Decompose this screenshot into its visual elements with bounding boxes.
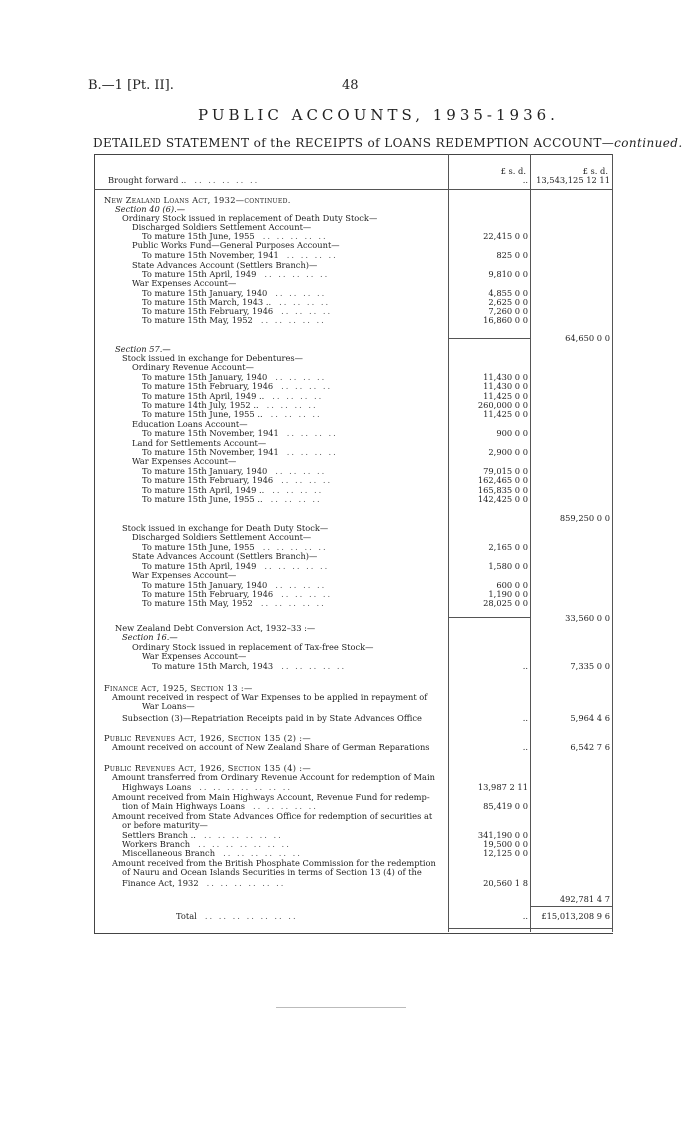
row-label: Education Loans Account—: [132, 419, 248, 429]
row-label: Amount received in respect of War Expenses to be applied in repayment of: [112, 692, 428, 702]
row-description: [122, 849, 302, 858]
amount-detail: 2,900 0 0: [488, 447, 528, 457]
row-label: Subsection (3)—Repatriation Receipts paid in by State Advances Office: [122, 713, 422, 723]
amount-detail: 12,125 0 0: [483, 848, 528, 858]
row-label: War Loans—: [142, 701, 195, 711]
leader-dots: .. .. .. .. ..: [264, 269, 330, 279]
row-label: To mature 15th January, 1940: [142, 580, 268, 590]
amount-total: 33,560 0 0: [565, 613, 610, 623]
row-description: [108, 176, 259, 185]
row-label: To mature 15th June, 1955 ..: [142, 409, 263, 419]
amount-detail: 22,415 0 0: [483, 231, 528, 241]
row-label: Miscellaneous Branch: [122, 848, 216, 858]
row-description: [132, 279, 236, 288]
leader-dots: .. .. .. .. .. .. ..: [204, 911, 298, 921]
row-label: Section 16.—: [122, 632, 178, 642]
column-heading-amount-1: £ s. d.: [500, 166, 526, 176]
amount-detail: 1,190 0 0: [488, 589, 528, 599]
row-label: To mature 15th November, 1941: [142, 447, 279, 457]
leader-dots: .. .. .. ..: [281, 475, 333, 485]
row-description: [142, 429, 338, 438]
row-label: tion of Main Highways Loans: [122, 801, 245, 811]
leader-dots: .. .. .. ..: [281, 381, 333, 391]
leader-dots: .. .. .. ..: [281, 589, 333, 599]
row-description: [122, 633, 178, 642]
row-label: State Advances Account (Settlers Branch)—: [132, 260, 318, 270]
page-title: PUBLIC ACCOUNTS, 1935-1936.: [198, 106, 559, 124]
leader-dots: .. .. .. .. .. .. ..: [199, 782, 292, 792]
row-description: [122, 821, 208, 830]
row-label: To mature 15th April, 1949: [142, 561, 257, 571]
amount-detail: 11,430 0 0: [483, 381, 528, 391]
amount-detail: 1,580 0 0: [488, 561, 528, 571]
subtitle-suffix: —continued.: [601, 136, 683, 150]
row-label: New Zealand Debt Conversion Act, 1932–33 :—: [115, 623, 316, 633]
leader-dots: .. .. .. ..: [272, 391, 324, 401]
leader-dots: .. .. .. .. ..: [262, 542, 328, 552]
amount-detail: 825 0 0: [496, 250, 528, 260]
row-label: Amount received on account of New Zealand Share of German Reparations: [112, 742, 430, 752]
amount-detail: 16,860 0 0: [483, 315, 528, 325]
subtitle-text: DETAILED STATEMENT of the RECEIPTS of LOANS REDEMPTION ACCOUNT: [93, 136, 602, 150]
leader-dots: .. .. .. .. ..: [264, 561, 330, 571]
row-description: [132, 571, 236, 580]
amount-detail: 162,465 0 0: [477, 475, 528, 485]
amount-detail: 11,425 0 0: [483, 391, 528, 401]
row-label: New Zealand Loans Act, 1932—continued.: [104, 195, 291, 205]
row-label: Amount received from State Advances Office for redemption of securities at: [112, 811, 433, 821]
leader-dots: .. .. .. .. ..: [252, 801, 318, 811]
amount-detail: 900 0 0: [496, 428, 528, 438]
row-description: [142, 251, 338, 260]
row-description: [132, 533, 311, 542]
page-reference: B.—1 [Pt. II].: [88, 78, 174, 93]
subtotal-rule-1: [448, 338, 530, 339]
amount-detail: ..: [522, 661, 528, 671]
amount-detail: 20,560 1 8: [483, 878, 528, 888]
amount-total: £15,013,208 9 6: [541, 911, 610, 921]
row-label: To mature 15th March, 1943: [152, 661, 274, 671]
row-description: [132, 241, 340, 250]
row-label: To mature 15th June, 1955 ..: [142, 494, 263, 504]
row-description: [142, 316, 326, 325]
leader-dots: .. .. .. .. .. ..: [223, 848, 302, 858]
row-description: [142, 476, 332, 485]
row-label: Ordinary Stock issued in replacement of Tax-free Stock—: [132, 642, 374, 652]
amount-detail: 260,000 0 0: [477, 400, 528, 410]
row-label: To mature 15th February, 1946: [142, 306, 274, 316]
row-label: To mature 15th June, 1955: [142, 231, 255, 241]
row-description: [122, 783, 292, 792]
leader-dots: .. .. .. ..: [275, 466, 327, 476]
row-label: Section 57.—: [115, 344, 171, 354]
row-label: Land for Settlements Account—: [132, 438, 267, 448]
amount-detail: 2,165 0 0: [488, 542, 528, 552]
leader-dots: .. .. .. ..: [275, 288, 327, 298]
row-description: [122, 714, 422, 723]
row-label: Discharged Soldiers Settlement Account—: [132, 532, 312, 542]
amount-detail: ..: [522, 742, 528, 752]
amount-detail: 13,987 2 11: [477, 782, 528, 792]
footer-rule: [276, 1007, 406, 1008]
amount-total: 64,650 0 0: [565, 333, 610, 343]
amount-detail: 165,835 0 0: [477, 485, 528, 495]
row-label: To mature 15th January, 1940: [142, 466, 268, 476]
column-divider-2: [530, 154, 531, 932]
row-label: Total: [176, 911, 197, 921]
statement-subtitle: [93, 136, 683, 150]
subtotal-rule-2: [448, 617, 530, 618]
row-label: To mature 15th April, 1949 ..: [142, 391, 265, 401]
row-description: [132, 457, 236, 466]
amount-total: 5,964 4 6: [570, 713, 610, 723]
row-label: To mature 15th February, 1946: [142, 475, 274, 485]
leader-dots: .. .. .. ..: [266, 400, 318, 410]
row-description: [142, 382, 332, 391]
row-label: Amount received from Main Highways Account, Revenue Fund for redemp-: [112, 792, 430, 802]
row-label: To mature 14th July, 1952 ..: [142, 400, 259, 410]
amount-detail: 2,625 0 0: [488, 297, 528, 307]
row-label: War Expenses Account—: [142, 651, 247, 661]
amount-detail: ..: [522, 175, 528, 185]
row-label: Finance Act, 1932: [122, 878, 199, 888]
row-label: Ordinary Revenue Account—: [132, 362, 254, 372]
amount-detail: 19,500 0 0: [483, 839, 528, 849]
total-rule-bottom: [448, 928, 612, 929]
row-label: To mature 15th November, 1941: [142, 250, 279, 260]
row-label: of Nauru and Ocean Islands Securities in terms of Section 13 (4) of the: [122, 867, 422, 877]
amount-detail: 28,025 0 0: [483, 598, 528, 608]
row-label: Amount transferred from Ordinary Revenue Account for redemption of Main: [112, 772, 435, 782]
row-label: Public Revenues Act, 1926, Section 135 (4) :—: [104, 763, 311, 773]
row-description: [122, 879, 285, 888]
row-label: Stock issued in exchange for Debentures—: [122, 353, 303, 363]
leader-dots: .. .. .. ..: [275, 580, 327, 590]
leader-dots: .. .. .. .. .. ..: [203, 830, 283, 840]
column-divider-right: [612, 154, 613, 932]
leader-dots: .. .. .. .. ..: [262, 231, 328, 241]
leader-dots: .. .. .. .. .. .. ..: [198, 839, 291, 849]
row-label: Finance Act, 1925, Section 13 :—: [104, 683, 253, 693]
row-label: War Expenses Account—: [132, 278, 237, 288]
row-label: Highways Loans: [122, 782, 192, 792]
row-description: [142, 495, 322, 504]
row-description: [112, 743, 430, 752]
row-label: War Expenses Account—: [132, 570, 237, 580]
leader-dots: .. .. .. .. ..: [281, 661, 347, 671]
row-description: [132, 363, 254, 372]
row-description: [142, 652, 246, 661]
row-label: Amount received from the British Phosphate Commission for the redemption: [112, 858, 436, 868]
amount-detail: 4,855 0 0: [488, 288, 528, 298]
leader-dots: .. .. .. ..: [270, 409, 322, 419]
leader-dots: .. .. .. .. ..: [260, 315, 326, 325]
amount-total: 492,781 4 7: [559, 894, 610, 904]
row-label: To mature 15th April, 1949 ..: [142, 485, 265, 495]
row-description: [152, 662, 346, 671]
row-description: [112, 773, 435, 782]
row-label: Ordinary Stock issued in replacement of Death Duty Stock—: [122, 213, 378, 223]
amount-detail: 11,425 0 0: [483, 409, 528, 419]
total-rule-top: [530, 906, 612, 907]
leader-dots: .. .. .. ..: [279, 297, 331, 307]
row-description: [176, 912, 298, 921]
row-label: To mature 15th May, 1952: [142, 598, 253, 608]
leader-dots: .. .. .. ..: [286, 447, 338, 457]
amount-detail: ..: [522, 713, 528, 723]
amount-detail: ..: [522, 911, 528, 921]
row-description: [142, 702, 195, 711]
row-label: Workers Branch: [122, 839, 191, 849]
amount-detail: 7,260 0 0: [488, 306, 528, 316]
page-number: 48: [342, 78, 359, 93]
row-label: To mature 15th June, 1955: [142, 542, 255, 552]
amount-total: 6,542 7 6: [570, 742, 610, 752]
amount-total: 859,250 0 0: [559, 513, 610, 523]
row-description: [122, 868, 422, 877]
column-heading-amount-2: £ s. d.: [582, 166, 608, 176]
row-label: To mature 15th November, 1941: [142, 428, 279, 438]
amount-detail: 11,430 0 0: [483, 372, 528, 382]
amount-detail: 600 0 0: [496, 580, 528, 590]
leader-dots: .. .. .. ..: [270, 494, 322, 504]
amount-total: 13,543,125 12 11: [536, 175, 610, 185]
leader-dots: .. .. .. ..: [286, 428, 338, 438]
leader-dots: .. .. .. ..: [272, 485, 324, 495]
row-label: or before maturity—: [122, 820, 208, 830]
leader-dots: .. .. .. ..: [275, 372, 327, 382]
amount-detail: 341,190 0 0: [477, 830, 528, 840]
row-label: Public Works Fund—General Purposes Account—: [132, 240, 340, 250]
amount-detail: 85,419 0 0: [483, 801, 528, 811]
column-divider-1: [448, 154, 449, 932]
row-label: To mature 15th January, 1940: [142, 288, 268, 298]
header-rule: [94, 189, 612, 190]
row-label: To mature 15th January, 1940: [142, 372, 268, 382]
row-label: To mature 15th March, 1943 ..: [142, 297, 272, 307]
amount-detail: 9,810 0 0: [488, 269, 528, 279]
leader-dots: .. .. .. ..: [286, 250, 338, 260]
row-label: Public Revenues Act, 1926, Section 135 (2) :—: [104, 733, 311, 743]
row-description: [142, 410, 322, 419]
row-label: Discharged Soldiers Settlement Account—: [132, 222, 312, 232]
row-label: Section 40 (6).—: [115, 204, 186, 214]
leader-dots: .. .. .. .. ..: [260, 598, 326, 608]
row-label: To mature 15th May, 1952: [142, 315, 253, 325]
row-label: Brought forward ..: [108, 175, 187, 185]
row-label: Stock issued in exchange for Death Duty Stock—: [122, 523, 329, 533]
row-description: [142, 599, 326, 608]
row-label: Settlers Branch ..: [122, 830, 196, 840]
leader-dots: .. .. .. .. .. ..: [206, 878, 286, 888]
row-label: To mature 15th April, 1949: [142, 269, 257, 279]
row-label: State Advances Account (Settlers Branch)—: [132, 551, 318, 561]
amount-total: 7,335 0 0: [570, 661, 610, 671]
amount-detail: 79,015 0 0: [483, 466, 528, 476]
row-description: [122, 802, 318, 811]
row-label: To mature 15th February, 1946: [142, 589, 274, 599]
leader-dots: .. .. .. .. ..: [194, 175, 260, 185]
row-label: War Expenses Account—: [132, 456, 237, 466]
row-label: To mature 15th February, 1946: [142, 381, 274, 391]
row-description: [132, 552, 317, 561]
leader-dots: .. .. .. ..: [281, 306, 333, 316]
amount-detail: 142,425 0 0: [477, 494, 528, 504]
